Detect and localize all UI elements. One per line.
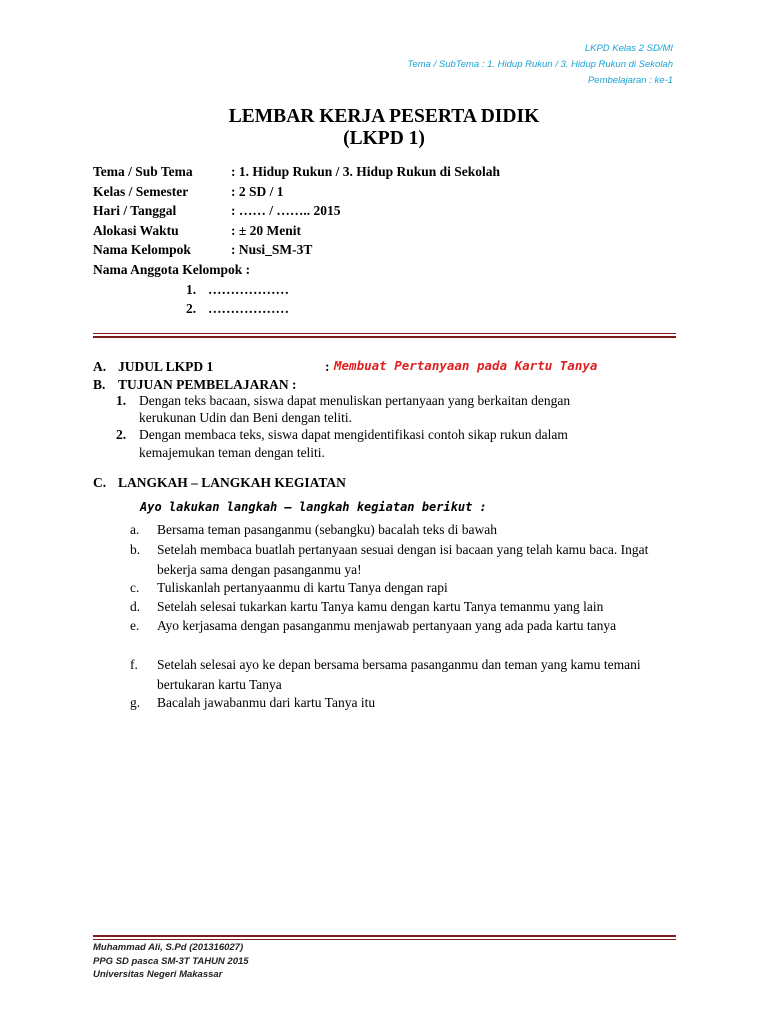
section-a-label: JUDUL LKPD 1 [118, 359, 214, 374]
step-text-f: Setelah selesai ayo ke depan bersama bersama pasanganmu dan teman yang kamu temani bertukaran kartu Tanya [157, 657, 641, 692]
section-a-colon: : [325, 359, 330, 374]
objective-1-line-2: kerukunan Udin dan Beni dengan teliti. [139, 410, 352, 425]
divider-thin [93, 333, 676, 334]
step-letter-g: g. [130, 695, 141, 710]
footer-author: Muhammad Ali, S.Pd (201316027) [93, 942, 244, 953]
header-line-class: LKPD Kelas 2 SD/MI [584, 43, 673, 54]
activity-intro: Ayo lakukan langkah – langkah kegiatan berikut : [140, 500, 487, 514]
step-text-c: Tuliskanlah pertanyaanmu di kartu Tanya dengan rapi [157, 580, 448, 595]
step-text-b: Setelah membaca buatlah pertanyaan sesuai dengan isi bacaan yang telah kamu baca. Ingat bekerja sama dengan pasanganmu ya! [157, 542, 649, 577]
header-line-theme: Tema / SubTema : 1. Hidup Rukun / 3. Hidup Rukun di Sekolah [407, 59, 673, 70]
section-b-label: TUJUAN PEMBELAJARAN : [118, 377, 297, 392]
step-letter-a: a. [130, 522, 140, 537]
info-value-group: : Nusi_SM-3T [231, 242, 313, 257]
members-label: Nama Anggota Kelompok : [93, 262, 251, 277]
header-line-lesson: Pembelajaran : ke-1 [587, 75, 673, 86]
objective-1-line-1: Dengan teks bacaan, siswa dapat menuliskan pertanyaan yang berkaitan dengan [139, 393, 571, 408]
document-subtitle: (LKPD 1) [343, 128, 425, 149]
footer-university: Universitas Negeri Makassar [93, 969, 223, 980]
member-dots-1: ……………… [208, 282, 289, 297]
objective-2-line-2: kemajemukan teman dengan teliti. [139, 445, 325, 460]
step-text-e: Ayo kerjasama dengan pasanganmu menjawab pertanyaan yang ada pada kartu tanya [157, 618, 617, 633]
info-value-time: : ± 20 Menit [231, 222, 302, 238]
step-letter-d: d. [130, 599, 141, 614]
objective-2-line-1: Dengan membaca teks, siswa dapat mengidentifikasi contoh sikap rukun dalam [139, 427, 568, 442]
step-text-g: Bacalah jawabanmu dari kartu Tanya itu [157, 695, 376, 710]
step-text-a: Bersama teman pasanganmu (sebangku) bacalah teks di bawah [157, 522, 497, 537]
info-label-time: Alokasi Waktu [93, 222, 179, 238]
info-label-class: Kelas / Semester [93, 183, 189, 199]
lkpd-title-value: Membuat Pertanyaan pada Kartu Tanya [334, 358, 598, 373]
section-b-marker: B. [93, 377, 106, 392]
info-value-class: : 2 SD / 1 [231, 183, 284, 199]
step-text-d: Setelah selesai tukarkan kartu Tanya kamu dengan kartu Tanya temanmu yang lain [157, 599, 604, 614]
footer-divider-thick [93, 935, 676, 937]
info-label-theme: Tema / Sub Tema [93, 164, 193, 179]
info-value-date: : …… / …….. 2015 [231, 203, 341, 218]
step-letter-b: b. [130, 542, 141, 557]
member-number-2: 2. [186, 301, 197, 316]
section-c-label: LANGKAH – LANGKAH KEGIATAN [118, 475, 346, 490]
step-letter-c: c. [130, 580, 140, 595]
objective-number-1: 1. [116, 393, 127, 408]
info-label-group: Nama Kelompok [93, 242, 191, 257]
step-letter-f: f. [130, 657, 138, 672]
section-c-marker: C. [93, 475, 107, 490]
section-a-marker: A. [93, 359, 107, 374]
objective-number-2: 2. [116, 427, 127, 442]
divider-thick [93, 336, 676, 338]
info-label-date: Hari / Tanggal [93, 203, 177, 218]
footer-divider-thin [93, 939, 676, 940]
member-dots-2: ……………… [208, 301, 289, 316]
step-letter-e: e. [130, 618, 140, 633]
member-number-1: 1. [186, 282, 197, 297]
document-title: LEMBAR KERJA PESERTA DIDIK [228, 106, 540, 127]
footer-program: PPG SD pasca SM-3T TAHUN 2015 [93, 955, 249, 967]
info-value-theme: : 1. Hidup Rukun / 3. Hidup Rukun di Sekolah [231, 164, 501, 179]
